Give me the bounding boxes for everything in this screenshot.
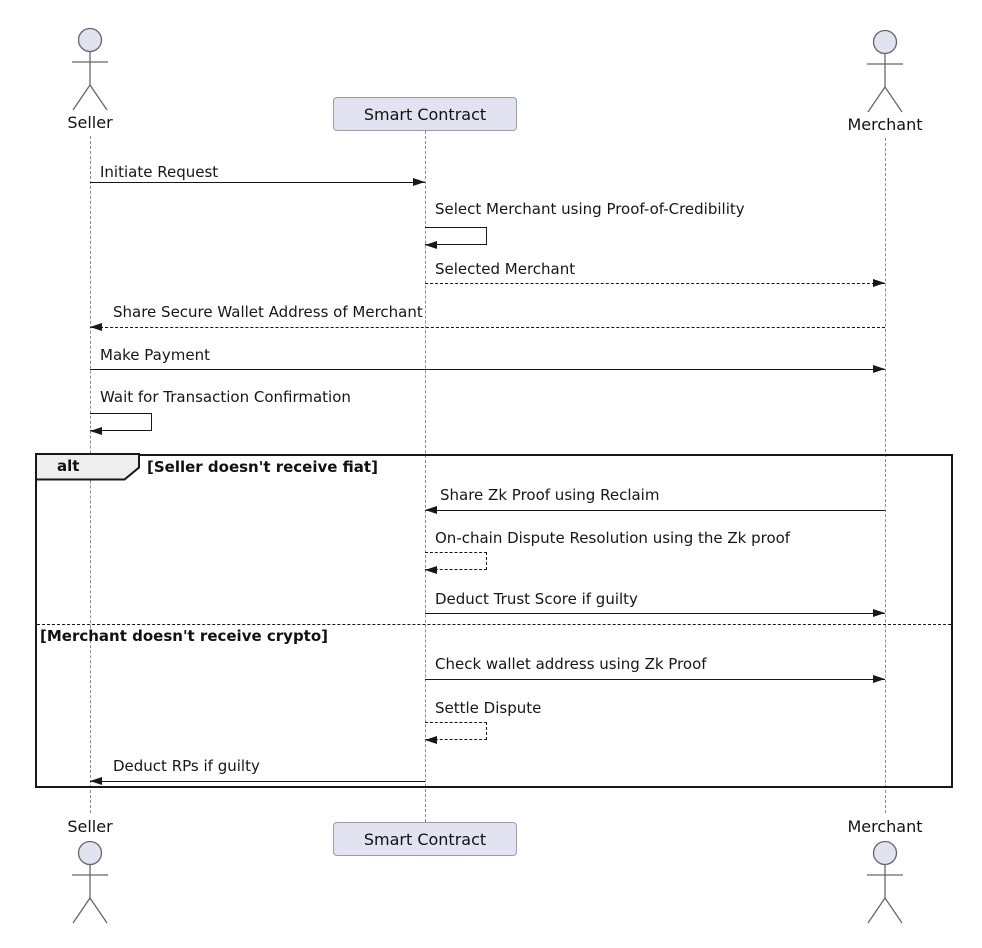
message-line [425,510,885,511]
arrowhead-left-icon [425,241,437,249]
message-line [90,781,425,782]
message-line [425,613,885,614]
message-label: Initiate Request [100,163,219,181]
message-label: Deduct Trust Score if guilty [435,590,638,608]
smart-contract-name: Smart Contract [363,829,487,849]
message-label: Select Merchant using Proof-of-Credibility [435,200,745,218]
message-label: Share Zk Proof using Reclaim [440,486,660,504]
arrowhead-left-icon [425,736,437,744]
message-label: Settle Dispute [435,699,542,717]
arrowhead-left-icon [90,777,102,785]
arrowhead-right-icon [873,365,885,373]
alt-condition-2: [Merchant doesn't receive crypto] [40,627,329,645]
arrowhead-right-icon [873,675,885,683]
smart-contract-box-bottom [333,822,517,856]
alt-operator-pentagon [35,453,141,481]
arrowhead-left-icon [425,506,437,514]
arrowhead-left-icon [90,427,102,435]
message-line [90,327,885,328]
smart-contract-box-top [333,97,517,131]
arrowhead-right-icon [873,609,885,617]
alt-fragment-frame [35,454,953,788]
message-line [90,369,885,370]
message-label: Check wallet address using Zk Proof [435,655,707,673]
merchant-person-icon [863,840,907,924]
message-label: On-chain Dispute Resolution using the Zk proof [435,529,791,547]
merchant-person-icon [863,29,907,113]
alt-condition-1: [Seller doesn't receive fiat] [147,458,378,476]
message-label: Wait for Transaction Confirmation [100,388,351,406]
seller-person-icon [68,27,112,111]
message-label: Share Secure Wallet Address of Merchant [113,303,423,321]
alt-operator-label: alt [57,457,80,475]
arrowhead-left-icon [425,566,437,574]
merchant-label-top: Merchant [847,115,923,134]
message-label: Deduct RPs if guilty [113,757,260,775]
message-line [425,283,885,284]
seller-label-bottom: Seller [67,817,113,836]
seller-person-icon [68,840,112,924]
message-line [425,679,885,680]
message-label: Make Payment [100,346,210,364]
arrowhead-left-icon [90,323,102,331]
message-line [90,182,425,183]
message-label: Selected Merchant [435,260,576,278]
arrowhead-right-icon [873,279,885,287]
merchant-label-bottom: Merchant [847,817,923,836]
alt-else-divider [37,624,951,625]
smart-contract-name: Smart Contract [363,104,487,124]
arrowhead-right-icon [413,178,425,186]
seller-label-top: Seller [67,113,113,132]
